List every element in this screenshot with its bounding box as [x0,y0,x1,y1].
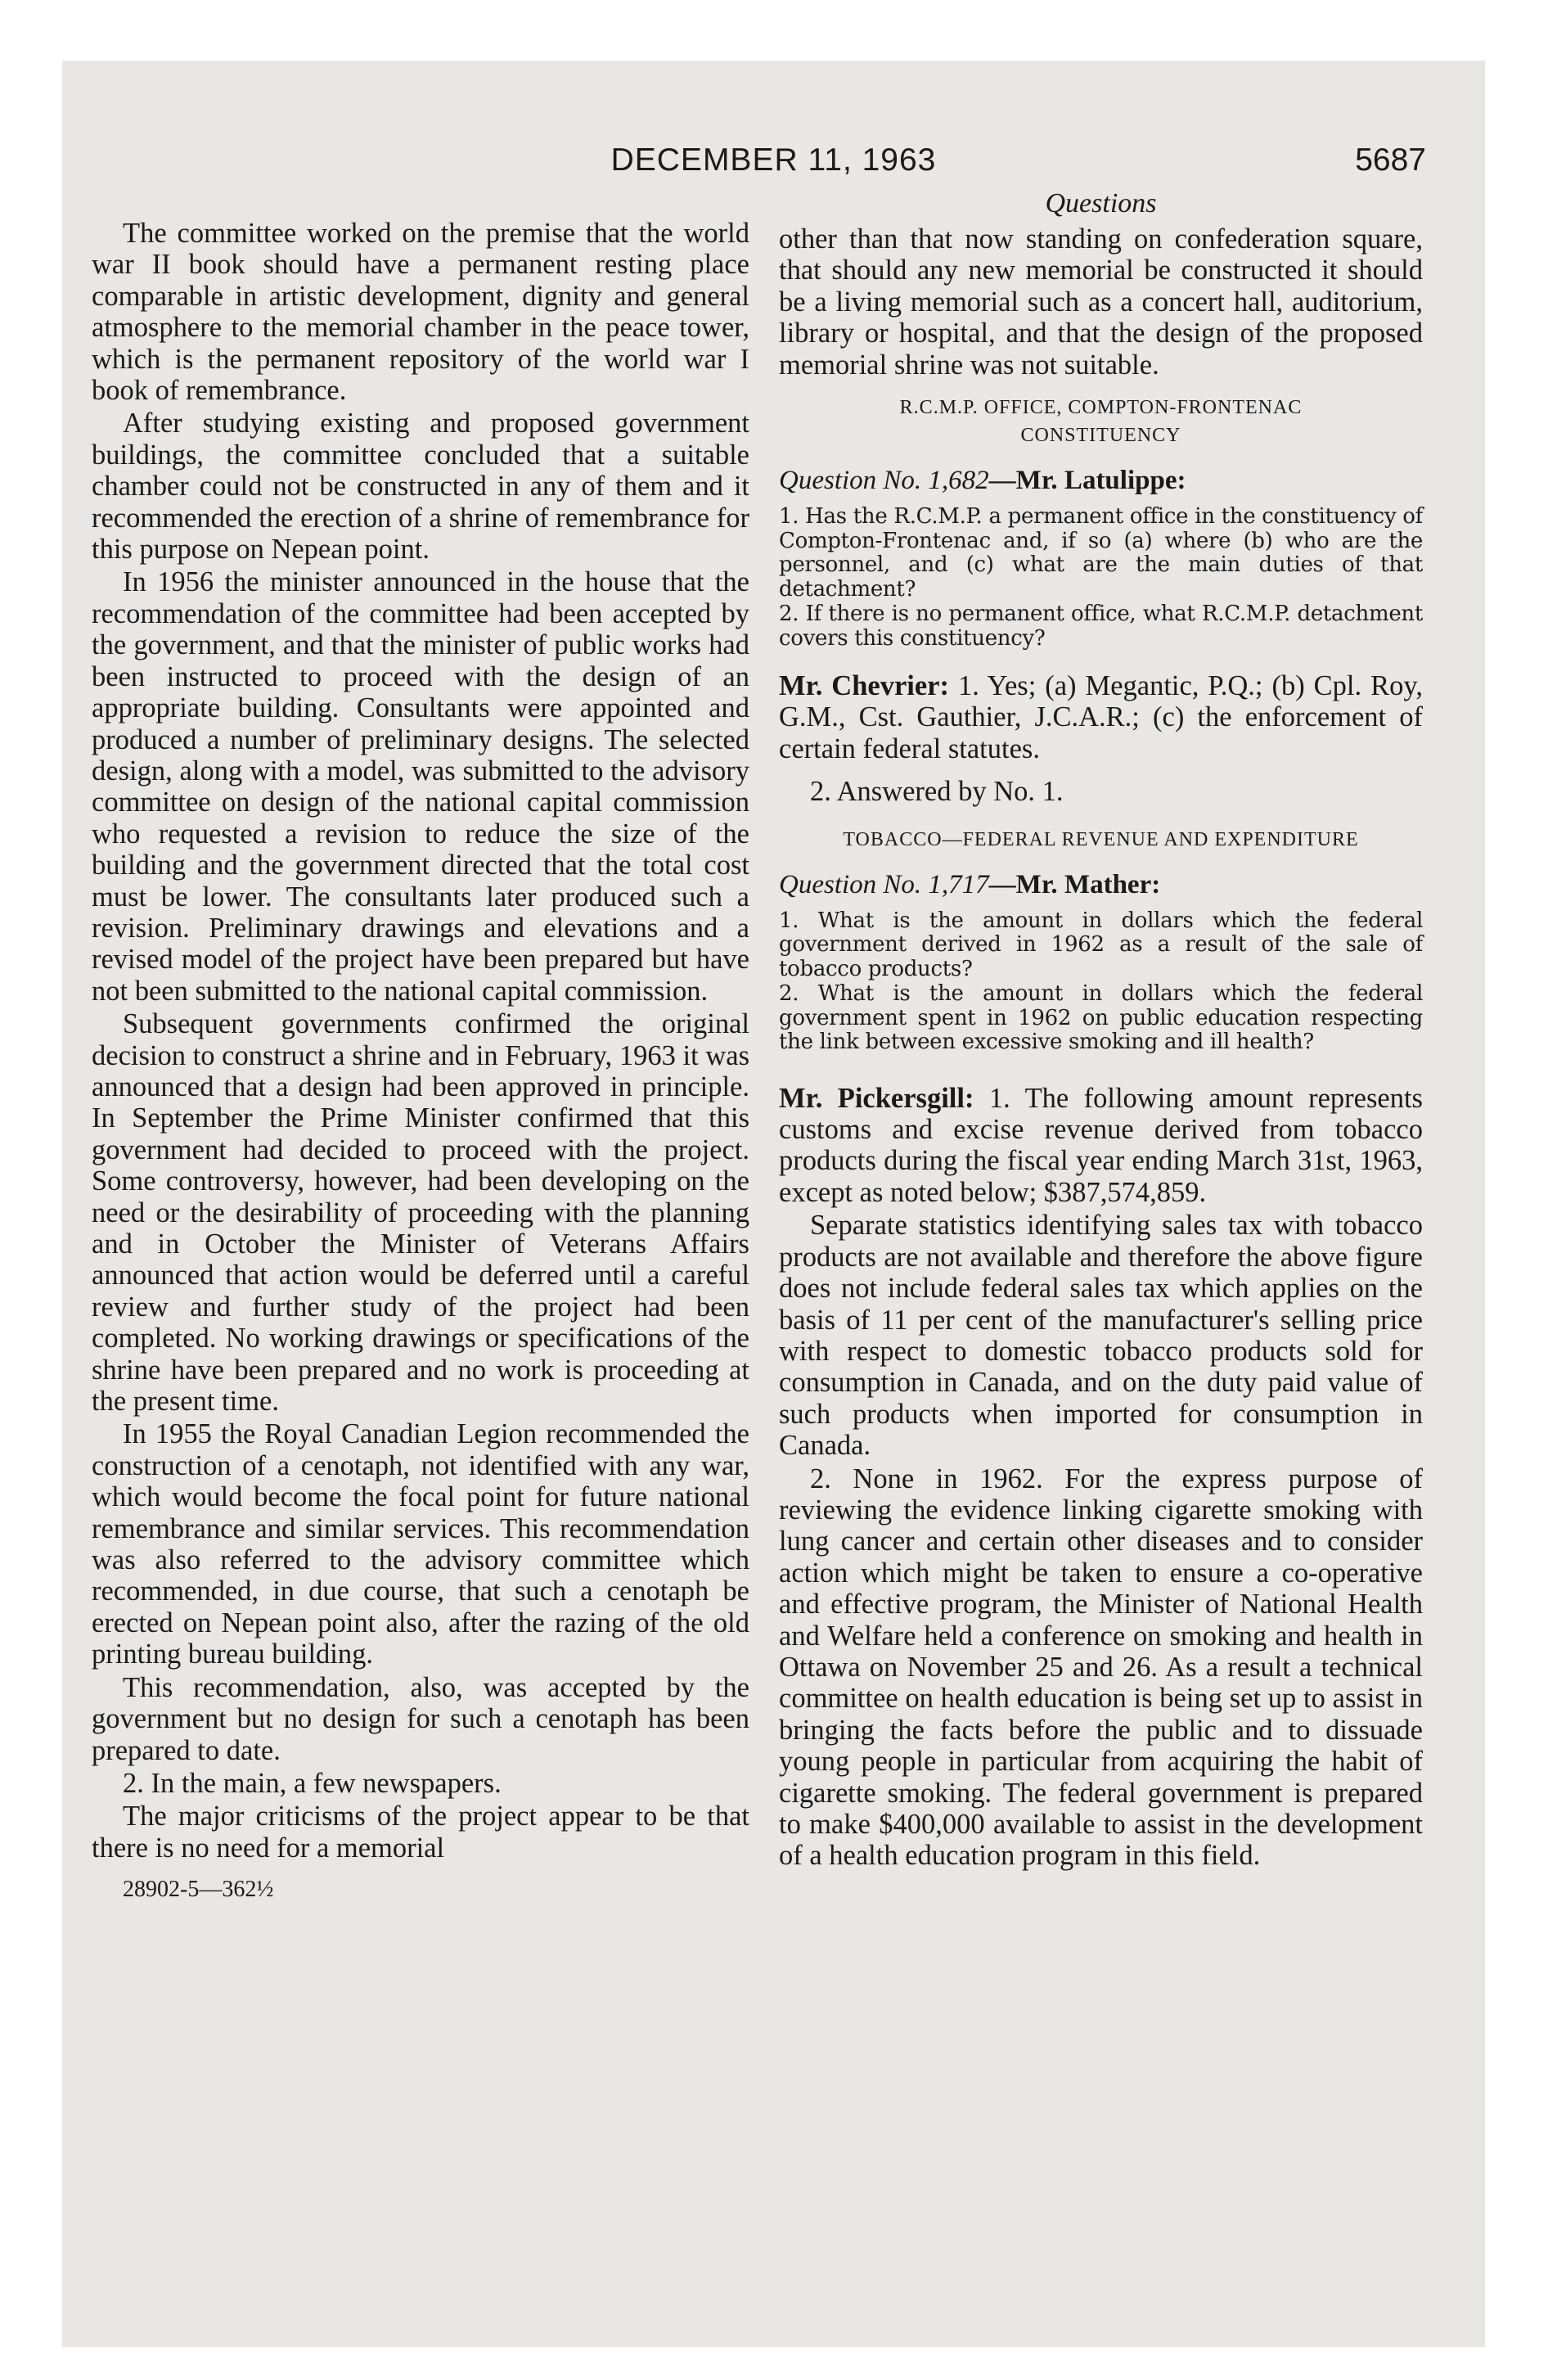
question-title [779,464,1423,497]
header-date: DECEMBER 11, 1963 [610,142,937,178]
printer-code: 28902-5—362½ [123,1877,274,1903]
question-number: Question No. 1,717 [779,869,989,899]
continuation-paragraph: other than that now standing on confederation square, that should any new memorial be constructed it should be a living memorial such as a concert hall, auditorium, library or hospital, and that the design of the proposed memorial shrine was not suitable. [779,223,1423,381]
page-header [62,142,1485,183]
left-column [92,218,749,1903]
question-heading-line: CONSTITUENCY [1020,425,1181,447]
page-number: 5687 [1355,142,1426,178]
answer-paragraph [779,1083,1423,1209]
answer-paragraph [779,670,1423,764]
answer-paragraph: 2. None in 1962. For the express purpose of reviewing the evidence linking cigarette smoking with lung cancer and certain other diseases and to consider action which might be taken to ensure a co-operative and effective program, the Minister of National Health and Welfare held a conference on smoking and health in Ottawa on November 25 and 26. As a result a technical committee on health education is being set up to assist in bringing the facts before the public and to dissuade young people in particular from acquiring the habit of cigarette smoking. The federal government is prepared to make $400,000 available to assist in the development of a health education program in this field. [779,1463,1423,1872]
question-item: 1. What is the amount in dollars which the federal government derived in 1962 as a result of the sale of tobacco products? [779,908,1423,981]
question-member: —Mr. Latulippe: [988,466,1186,496]
question-item: 2. If there is no permanent office, what R.C.M.P. detachment covers this constituency? [779,602,1423,651]
section-label: Questions [1045,188,1157,219]
question-heading [779,394,1423,449]
question-item: 1. Has the R.C.M.P. a permanent office in the constituency of Compton-Frontenac and, if so (a) where (b) who are the personnel, and (c) what are the main duties of that detachment? [779,504,1423,602]
paragraph: In 1955 the Royal Canadian Legion recommended the construction of a cenotaph, not identified with any war, which would become the focal point for future national remembrance and similar services. This recommendation was also referred to the advisory committee which recommended, in due course, that such a cenotaph be erected on Nepean point also, after the razing of the old printing bureau building. [92,1418,749,1670]
question-number: Question No. 1,682 [779,466,989,496]
speaker-name: Mr. Pickersgill: [779,1082,974,1114]
question-heading-line: R.C.M.P. OFFICE, COMPTON-FRONTENAC [899,397,1303,419]
answer-paragraph: Separate statistics identifying sales tax with tobacco products are not available and therefore the above figure does not include federal sales tax which applies on the basis of 11 per cent of the manufacturer's selling price with respect to domestic tobacco products sold for consumption in Canada, and on the duty paid value of such products when imported for consumption in Canada. [779,1210,1423,1462]
right-column [779,187,1423,1872]
answer-paragraph: 2. Answered by No. 1. [810,776,1064,808]
paragraph: The major criticisms of the project appear to be that there is no need for a memorial [92,1801,749,1864]
answer-text: 1. The following amount represents customs and excise revenue derived from tobacco products during the fiscal year ending March 31st, 1963, except as noted below; $387,574,859. [779,1082,1423,1208]
paragraph: 2. In the main, a few newspapers. [123,1767,502,1799]
paragraph: This recommendation, also, was accepted by the government but no design for such a cenotaph has been prepared to date. [92,1671,749,1766]
speaker-name: Mr. Chevrier: [779,670,949,702]
question-member: —Mr. Mather: [988,869,1161,899]
paragraph: In 1956 the minister announced in the house that the recommendation of the committee had been accepted by the government, and that the minister of public works had been instructed to proceed with the design of an appropriate building. Consultants were appointed and produced a number of preliminary designs. The selected design, along with a model, was submitted to the advisory committee on design of the national capital commission who requested a revision to reduce the size of the building and the government directed that the total cost must be lower. The consultants later produced such a revision. Preliminary drawings and elevations and a revised model of the project have been prepared but have not been submitted to the national capital commission. [92,566,749,1007]
paragraph: After studying existing and proposed government buildings, the committee concluded that a suitable chamber could not be constructed in any of them and it recommended the erection of a shrine of remembrance for this purpose on Nepean point. [92,408,749,566]
question-item: 2. What is the amount in dollars which the federal government spent in 1962 on public education respecting the link between excessive smoking and ill health? [779,981,1423,1055]
paragraph: Subsequent governments confirmed the original decision to construct a shrine and in February, 1963 it was announced that a design had been approved in principle. In September the Prime Minister confirmed that this government had decided to proceed with the project. Some controversy, however, had been developing on the need or the desirability of proceeding with the planning and in October the Minister of Veterans Affairs announced that action would be deferred until a careful review and further study of the project had been completed. No working drawings or specifications of the shrine have been prepared and no work is proceeding at the present time. [92,1008,749,1418]
question-heading: TOBACCO—FEDERAL REVENUE AND EXPENDITURE [843,828,1359,850]
answer-text: 1. Yes; (a) Megantic, P.Q.; (b) Cpl. Roy, G.M., Cst. Gauthier, J.C.A.R.; (c) the enforcement of certain federal statutes. [779,670,1423,764]
document-page [62,61,1485,2347]
question-title [779,868,1423,901]
paragraph: The committee worked on the premise that the world war II book should have a permanent resting place comparable in artistic development, dignity and general atmosphere to the memorial chamber in the peace tower, which is the permanent repository of the world war I book of remembrance. [92,218,749,407]
